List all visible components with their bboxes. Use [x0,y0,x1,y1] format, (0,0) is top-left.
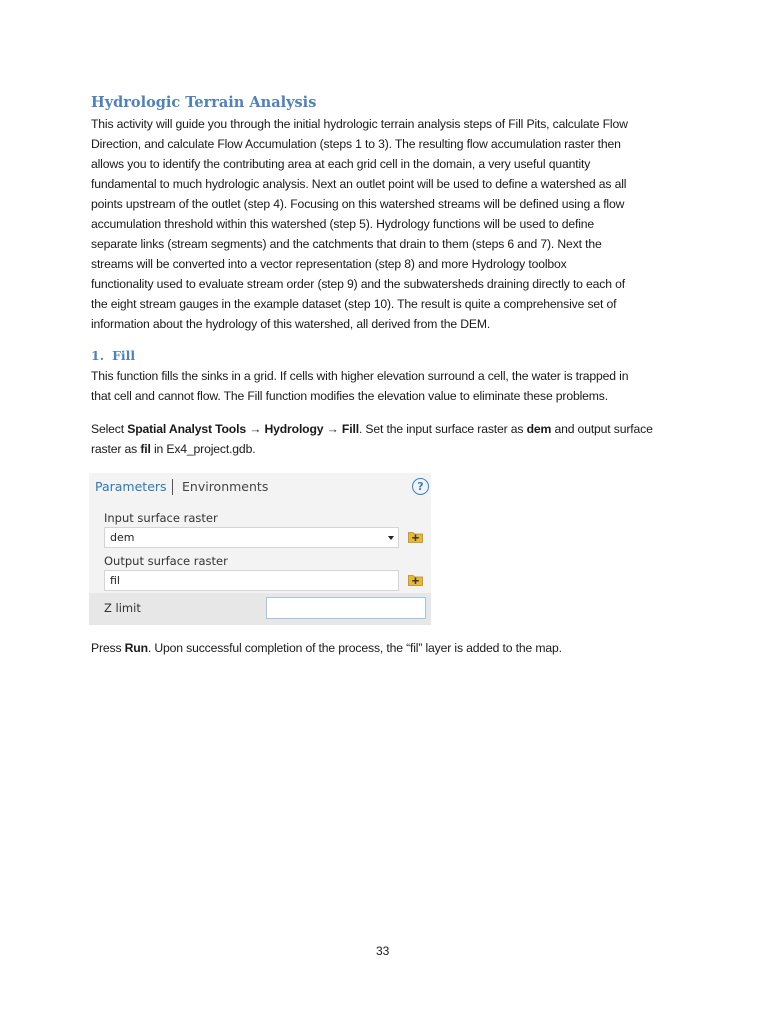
output-raster-name: fil [140,442,151,456]
tool-fill: Fill [341,422,359,436]
intro-line: functionality used to evaluate stream order (step 9) and the subwatersheds draining directly to each of [91,277,625,291]
intro-line: points upstream of the outlet (step 4). Focusing on this watershed streams will be defined using a flow [91,197,625,211]
press-suffix: . Upon successful completion of the process, the “fil” layer is added to the map. [147,641,562,655]
fill-line: that cell and cannot flow. The Fill function modifies the elevation value to eliminate these problems. [91,389,608,403]
select-line2-suffix: in Ex4_project.gdb. [150,442,256,456]
section-number: 1. [91,348,105,363]
press-prefix: Press [91,641,125,655]
page-number: 33 [376,944,390,958]
folder-add-icon[interactable] [408,573,423,586]
intro-line: allows you to identify the contributing area at each grid cell in the domain, a very useful quantity [91,157,591,171]
select-instruction [91,419,681,459]
intro-line: information about the hydrology of this watershed, all derived from the DEM. [91,317,491,331]
zlimit-label: Z limit [104,601,141,615]
select-line2-prefix: raster as [91,442,141,456]
select-line-1 [91,419,681,439]
intro-line: the eight stream gauges in the example dataset (step 10). The result is quite a comprehensive set of [91,297,617,311]
tool-hydrology: Hydrology [264,422,324,436]
intro-line: This activity will guide you through the initial hydrologic terrain analysis steps of Fill Pits, calculate Flow [91,117,628,131]
select-mid-text: . Set the input surface raster as [358,422,527,436]
tab-environments[interactable]: Environments [182,479,269,494]
input-raster-select[interactable] [104,527,399,548]
input-raster-label: Input surface raster [104,511,218,525]
output-raster-value: fil [110,574,120,587]
tab-parameters[interactable]: Parameters [95,479,167,494]
intro-paragraph [91,114,681,334]
press-line [91,638,681,658]
help-icon[interactable]: ? [412,478,429,495]
fill-parameters-panel [89,473,431,625]
input-raster-name: dem [526,422,552,436]
select-line-2 [91,439,681,459]
fill-line: This function fills the sinks in a grid. If cells with higher elevation surround a cell, the water is trapped in [91,369,629,383]
input-raster-value: dem [110,531,135,544]
folder-add-icon[interactable] [408,530,423,543]
intro-line: accumulation threshold within this watershed (step 5). Hydrology functions will be used to define [91,217,595,231]
section-heading [91,346,135,366]
zlimit-input[interactable] [266,597,426,619]
arrow-glyph: → [245,422,265,436]
tool-spatial-analyst: Spatial Analyst Tools [127,422,246,436]
tab-divider [172,479,173,495]
select-prefix: Select [91,422,128,436]
section-title: Fill [112,348,136,363]
zlimit-row [89,593,431,625]
output-raster-field[interactable] [104,570,399,591]
arrow-glyph: → [323,422,342,436]
press-instruction [91,638,681,658]
intro-line: Direction, and calculate Flow Accumulation (steps 1 to 3). The resulting flow accumulation raster then [91,137,621,151]
select-mid-text: and output surface [551,422,653,436]
chevron-down-icon[interactable] [388,536,394,540]
page-heading: Hydrologic Terrain Analysis [91,94,317,111]
intro-line: streams will be converted into a vector representation (step 8) and more Hydrology toolbox [91,257,567,271]
intro-line: separate links (stream segments) and the catchments that drain to them (steps 6 and 7). Next the [91,237,602,251]
run-label: Run [124,641,148,655]
intro-line: fundamental to much hydrologic analysis. Next an outlet point will be used to define a watershed as all [91,177,627,191]
output-raster-label: Output surface raster [104,554,228,568]
fill-description [91,366,681,406]
